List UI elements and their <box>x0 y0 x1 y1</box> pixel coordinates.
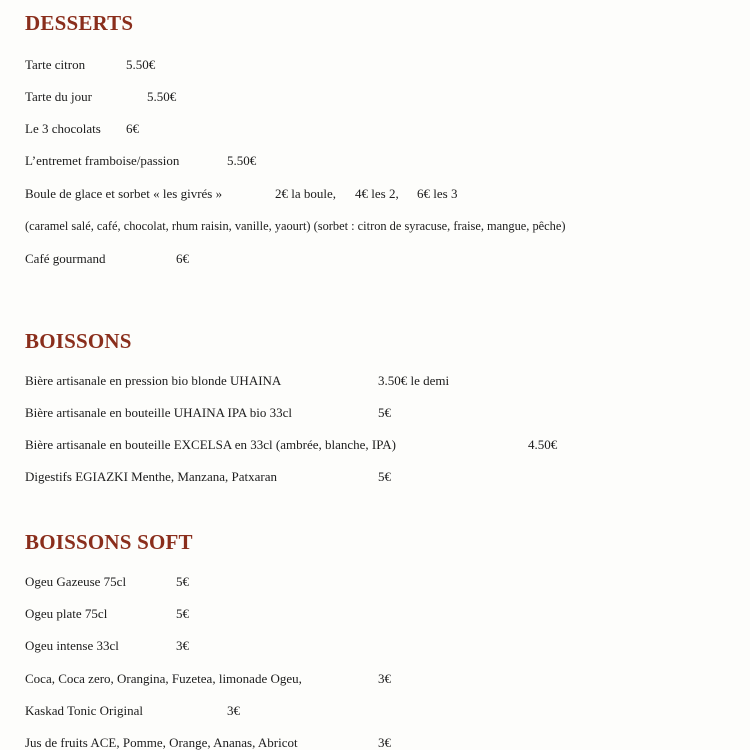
menu-item-price: 3€ <box>227 703 240 718</box>
menu-item-price: 6€ <box>176 251 189 266</box>
menu-item-name: Le 3 chocolats <box>25 121 101 136</box>
menu-item-price-2: 4€ les 2, <box>355 186 399 201</box>
menu-item-price: 3.50€ le demi <box>378 373 450 388</box>
menu-item-name: Bière artisanale en bouteille UHAINA IPA bio 33cl <box>25 405 293 420</box>
menu-item-price: 5.50€ <box>126 57 156 72</box>
menu-item-price: 5€ <box>378 405 391 420</box>
menu-item-name: Coca, Coca zero, Orangina, Fuzetea, limonade Ogeu, <box>25 671 302 686</box>
menu-item-name: Bière artisanale en bouteille EXCELSA en 33cl (ambrée, blanche, IPA) <box>25 437 396 452</box>
menu-item-price: 2€ la boule, <box>275 186 337 201</box>
menu-item-price: 6€ <box>126 121 139 136</box>
menu-item-name: Digestifs EGIAZKI Menthe, Manzana, Patxaran <box>25 469 277 484</box>
menu-item-name: Tarte citron <box>25 57 86 72</box>
menu-item-price: 5.50€ <box>227 153 257 168</box>
section-title-boissons-soft: BOISSONS SOFT <box>25 530 193 554</box>
section-title-boissons: BOISSONS <box>25 329 132 353</box>
section-title-desserts: DESSERTS <box>25 11 134 35</box>
menu-item-price-3: 6€ les 3 <box>417 186 458 201</box>
menu-item-name: Café gourmand <box>25 251 106 266</box>
menu-item-name: Jus de fruits ACE, Pomme, Orange, Ananas, Abricot <box>25 735 298 750</box>
menu-item-name: Ogeu plate 75cl <box>25 606 108 621</box>
menu-item-price: 3€ <box>378 735 391 750</box>
menu-item-name: Bière artisanale en pression bio blonde UHAINA <box>25 373 282 388</box>
menu-item-name: Boule de glace et sorbet « les givrés » <box>25 186 223 201</box>
menu-item-name: L’entremet framboise/passion <box>25 153 180 168</box>
menu-item-price: 3€ <box>378 671 391 686</box>
menu-item-price: 5€ <box>176 574 189 589</box>
menu-item-name: Ogeu Gazeuse 75cl <box>25 574 127 589</box>
menu-item-price: 5.50€ <box>147 89 177 104</box>
menu-item-price: 5€ <box>176 606 189 621</box>
menu-item-price: 5€ <box>378 469 391 484</box>
menu-item-flavours: (caramel salé, café, chocolat, rhum raisin, vanille, yaourt) (sorbet : citron de syracuse, fraise, mangue, pêche) <box>25 219 566 233</box>
menu-item-name: Tarte du jour <box>25 89 92 104</box>
menu-item-name: Kaskad Tonic Original <box>25 703 143 718</box>
menu-item-price: 3€ <box>176 638 189 653</box>
menu-item-price: 4.50€ <box>528 437 558 452</box>
menu-item-name: Ogeu intense 33cl <box>25 638 119 653</box>
